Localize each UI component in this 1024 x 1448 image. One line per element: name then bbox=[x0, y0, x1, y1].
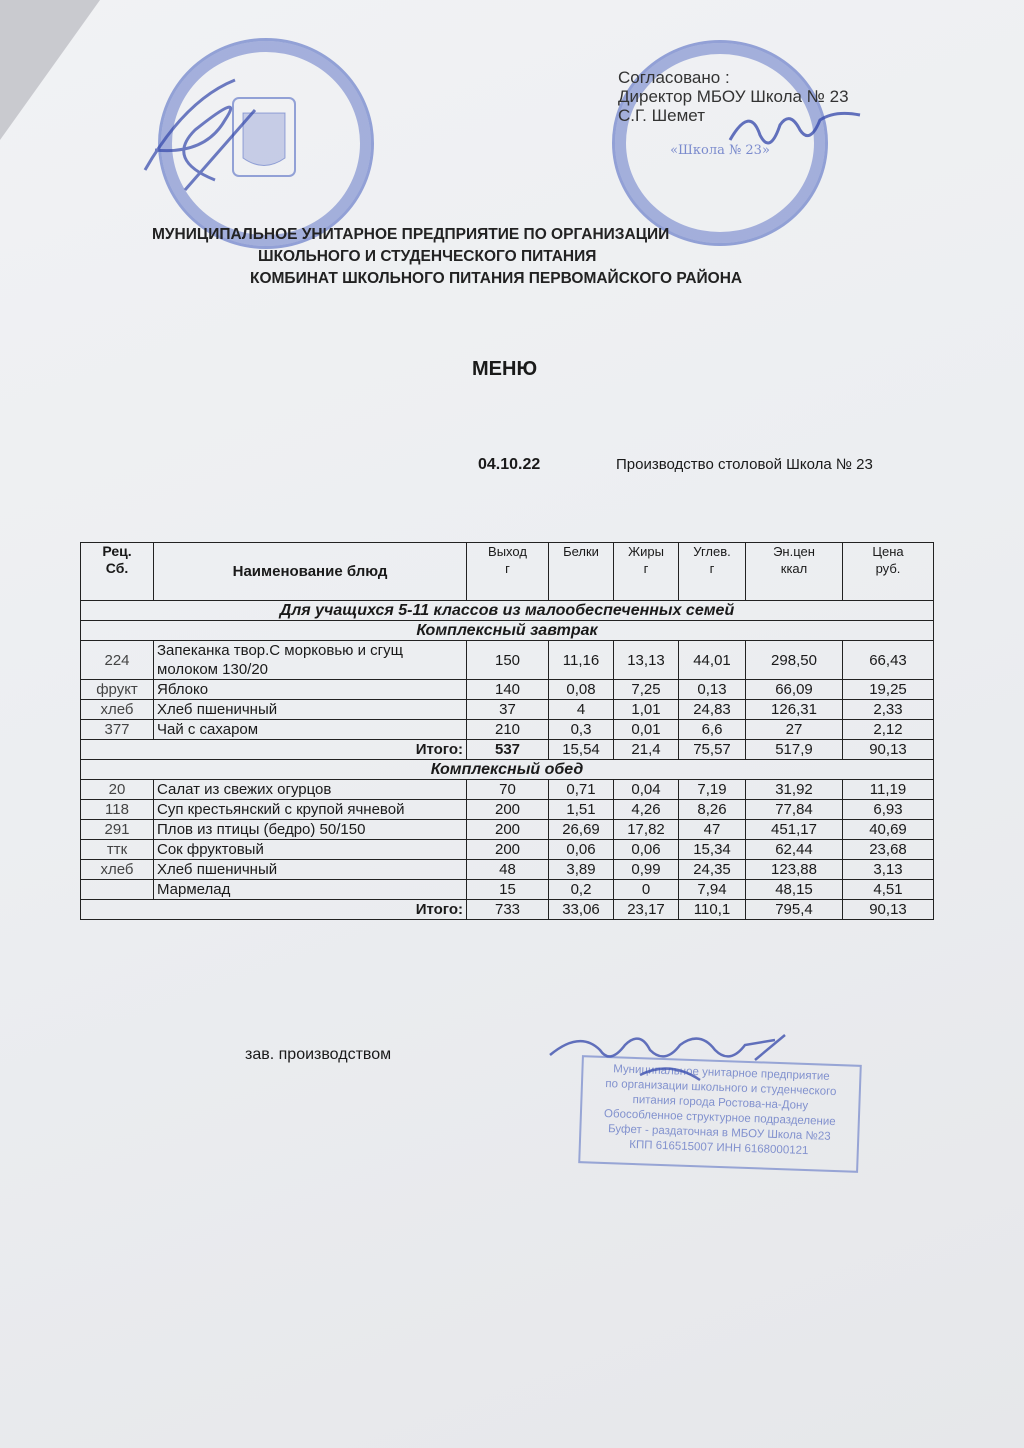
cell-protein: 0,3 bbox=[549, 720, 614, 740]
lunch-total-label: Итого: bbox=[81, 900, 467, 920]
school-stamp-text: «Школа № 23» bbox=[670, 143, 770, 158]
approval-line-2: Директор МБОУ Школа № 23 bbox=[618, 87, 849, 106]
stamp-line: питания города Ростова-на-Дону bbox=[632, 1093, 809, 1113]
lunch-total-output: 733 bbox=[467, 900, 549, 920]
stamp-line: Обособленное структурное подразделение bbox=[603, 1107, 836, 1129]
cell-name: Яблоко bbox=[154, 680, 467, 700]
cell-output: 140 bbox=[467, 680, 549, 700]
director-signature-left bbox=[125, 60, 285, 210]
cell-fat: 13,13 bbox=[614, 641, 679, 680]
cell-price: 19,25 bbox=[843, 680, 934, 700]
cell-energy: 123,88 bbox=[746, 860, 843, 880]
breakfast-title-row bbox=[81, 621, 934, 641]
cell-price: 23,68 bbox=[843, 840, 934, 860]
cell-protein: 4 bbox=[549, 700, 614, 720]
table-row bbox=[81, 880, 934, 900]
cell-code: 118 bbox=[81, 800, 154, 820]
cell-price: 2,33 bbox=[843, 700, 934, 720]
menu-date: 04.10.22 bbox=[478, 456, 541, 473]
cell-code: хлеб bbox=[81, 860, 154, 880]
stamp-line: Муниципальное унитарное предприятие bbox=[613, 1063, 830, 1083]
lunch-rows bbox=[81, 780, 934, 900]
cell-energy: 62,44 bbox=[746, 840, 843, 860]
cell-price: 6,93 bbox=[843, 800, 934, 820]
cell-carbs: 24,83 bbox=[679, 700, 746, 720]
breakfast-total-energy: 517,9 bbox=[746, 740, 843, 760]
cell-fat: 7,25 bbox=[614, 680, 679, 700]
cell-code: 224 bbox=[81, 641, 154, 680]
cell-protein: 1,51 bbox=[549, 800, 614, 820]
stamp-line: Буфет - раздаточная в МБОУ Школа №23 bbox=[607, 1123, 831, 1143]
cell-energy: 298,50 bbox=[746, 641, 843, 680]
cell-carbs: 15,34 bbox=[679, 840, 746, 860]
cell-name: Мармелад bbox=[154, 880, 467, 900]
cell-carbs: 6,6 bbox=[679, 720, 746, 740]
breakfast-rows bbox=[81, 641, 934, 740]
lunch-total-fat: 23,17 bbox=[614, 900, 679, 920]
cell-code: хлеб bbox=[81, 700, 154, 720]
breakfast-total-protein: 15,54 bbox=[549, 740, 614, 760]
org-line-3: КОМБИНАТ ШКОЛЬНОГО ПИТАНИЯ ПЕРВОМАЙСКОГО РАЙОНА bbox=[250, 270, 743, 287]
cell-name: Хлеб пшеничный bbox=[154, 700, 467, 720]
table-row bbox=[81, 800, 934, 820]
footer-label: зав. производством bbox=[245, 1046, 392, 1063]
cell-price: 2,12 bbox=[843, 720, 934, 740]
cell-protein: 26,69 bbox=[549, 820, 614, 840]
cell-fat: 1,01 bbox=[614, 700, 679, 720]
breakfast-title: Комплексный завтрак bbox=[81, 621, 934, 641]
cell-fat: 4,26 bbox=[614, 800, 679, 820]
lunch-total-price: 90,13 bbox=[843, 900, 934, 920]
header-name: Наименование блюд bbox=[154, 543, 467, 601]
cell-name: Суп крестьянский с крупой ячневой bbox=[154, 800, 467, 820]
production-label: Производство столовой Школа № 23 bbox=[616, 456, 873, 473]
cell-energy: 451,17 bbox=[746, 820, 843, 840]
table-row bbox=[81, 700, 934, 720]
cell-output: 200 bbox=[467, 800, 549, 820]
cell-name: Плов из птицы (бедро) 50/150 bbox=[154, 820, 467, 840]
lunch-total-row bbox=[81, 900, 934, 920]
cell-protein: 0,06 bbox=[549, 840, 614, 860]
cell-protein: 11,16 bbox=[549, 641, 614, 680]
cell-carbs: 7,19 bbox=[679, 780, 746, 800]
stamp-line: по организации школьного и студенческого bbox=[605, 1077, 837, 1099]
cell-fat: 0,01 bbox=[614, 720, 679, 740]
cell-carbs: 7,94 bbox=[679, 880, 746, 900]
org-line-2: ШКОЛЬНОГО И СТУДЕНЧЕСКОГО ПИТАНИЯ bbox=[258, 248, 597, 265]
cell-output: 48 bbox=[467, 860, 549, 880]
cell-protein: 0,71 bbox=[549, 780, 614, 800]
table-row bbox=[81, 641, 934, 680]
cell-code: 291 bbox=[81, 820, 154, 840]
menu-table bbox=[80, 542, 934, 920]
table-row bbox=[81, 820, 934, 840]
cell-output: 200 bbox=[467, 840, 549, 860]
cell-energy: 66,09 bbox=[746, 680, 843, 700]
breakfast-total-label: Итого: bbox=[81, 740, 467, 760]
cell-output: 150 bbox=[467, 641, 549, 680]
table-row bbox=[81, 840, 934, 860]
breakfast-total-output: 537 bbox=[467, 740, 549, 760]
cell-code: фрукт bbox=[81, 680, 154, 700]
cell-name: Хлеб пшеничный bbox=[154, 860, 467, 880]
lunch-total-protein: 33,06 bbox=[549, 900, 614, 920]
cell-fat: 0,99 bbox=[614, 860, 679, 880]
cell-energy: 77,84 bbox=[746, 800, 843, 820]
header-fat: Жиры г bbox=[614, 543, 679, 601]
cell-output: 37 bbox=[467, 700, 549, 720]
group-title: Для учащихся 5-11 классов из малообеспеченных семей bbox=[81, 601, 934, 621]
cell-name: Запеканка твор.С морковью и сгущ молоком 130/20 bbox=[154, 641, 467, 680]
folded-corner bbox=[0, 0, 100, 140]
approval-line-1: Согласовано : bbox=[618, 68, 730, 87]
table-row bbox=[81, 780, 934, 800]
cell-price: 3,13 bbox=[843, 860, 934, 880]
table-header-row bbox=[81, 543, 934, 601]
lunch-total-carbs: 110,1 bbox=[679, 900, 746, 920]
breakfast-total-row bbox=[81, 740, 934, 760]
department-stamp bbox=[578, 1055, 862, 1173]
cell-fat: 0,04 bbox=[614, 780, 679, 800]
lunch-title-row bbox=[81, 760, 934, 780]
stamp-line: КПП 616515007 ИНН 6168000121 bbox=[629, 1138, 809, 1158]
cell-price: 40,69 bbox=[843, 820, 934, 840]
lunch-title: Комплексный обед bbox=[81, 760, 934, 780]
cell-carbs: 24,35 bbox=[679, 860, 746, 880]
cell-fat: 0 bbox=[614, 880, 679, 900]
cell-output: 200 bbox=[467, 820, 549, 840]
cell-protein: 0,2 bbox=[549, 880, 614, 900]
cell-output: 210 bbox=[467, 720, 549, 740]
table-row bbox=[81, 680, 934, 700]
cell-protein: 0,08 bbox=[549, 680, 614, 700]
director-signature bbox=[720, 100, 870, 160]
cell-fat: 0,06 bbox=[614, 840, 679, 860]
cell-price: 4,51 bbox=[843, 880, 934, 900]
cell-energy: 27 bbox=[746, 720, 843, 740]
breakfast-total-fat: 21,4 bbox=[614, 740, 679, 760]
header-code: Рец. Сб. bbox=[81, 543, 154, 601]
org-line-1: МУНИЦИПАЛЬНОЕ УНИТАРНОЕ ПРЕДПРИЯТИЕ ПО ОРГАНИЗАЦИИ bbox=[152, 226, 670, 243]
cell-carbs: 44,01 bbox=[679, 641, 746, 680]
cell-output: 70 bbox=[467, 780, 549, 800]
cell-fat: 17,82 bbox=[614, 820, 679, 840]
cell-energy: 31,92 bbox=[746, 780, 843, 800]
header-carbs: Углев. г bbox=[679, 543, 746, 601]
cell-protein: 3,89 bbox=[549, 860, 614, 880]
page-title: МЕНЮ bbox=[472, 358, 538, 380]
table-row bbox=[81, 860, 934, 880]
breakfast-total-price: 90,13 bbox=[843, 740, 934, 760]
header-protein: Белки bbox=[549, 543, 614, 601]
cell-code: 20 bbox=[81, 780, 154, 800]
cell-code: 377 bbox=[81, 720, 154, 740]
cell-name: Салат из свежих огурцов bbox=[154, 780, 467, 800]
cell-price: 66,43 bbox=[843, 641, 934, 680]
cell-energy: 48,15 bbox=[746, 880, 843, 900]
table-row bbox=[81, 720, 934, 740]
header-output: Выход г bbox=[467, 543, 549, 601]
cell-output: 15 bbox=[467, 880, 549, 900]
header-price: Цена руб. bbox=[843, 543, 934, 601]
breakfast-total-carbs: 75,57 bbox=[679, 740, 746, 760]
cell-carbs: 8,26 bbox=[679, 800, 746, 820]
cell-carbs: 0,13 bbox=[679, 680, 746, 700]
header-energy: Эн.цен ккал bbox=[746, 543, 843, 601]
cell-energy: 126,31 bbox=[746, 700, 843, 720]
lunch-total-energy: 795,4 bbox=[746, 900, 843, 920]
cell-code: ттк bbox=[81, 840, 154, 860]
approval-line-3: С.Г. Шемет bbox=[618, 106, 705, 125]
cell-name: Сок фруктовый bbox=[154, 840, 467, 860]
cell-code bbox=[81, 880, 154, 900]
cell-price: 11,19 bbox=[843, 780, 934, 800]
group-title-row bbox=[81, 601, 934, 621]
cell-name: Чай с сахаром bbox=[154, 720, 467, 740]
cell-carbs: 47 bbox=[679, 820, 746, 840]
